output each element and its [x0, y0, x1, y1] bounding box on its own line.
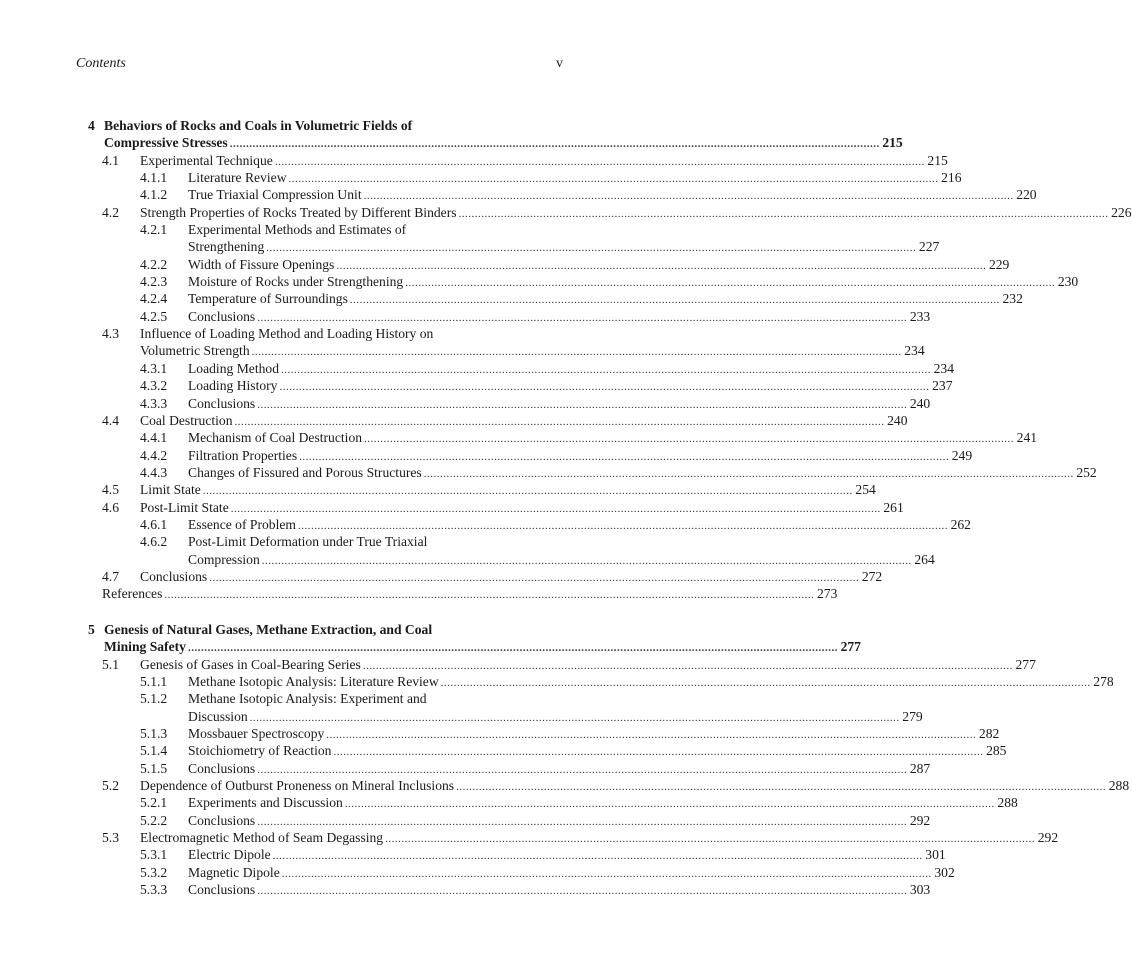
toc-entry-title: Loading Method — [188, 360, 279, 376]
toc-entry-page: 229 — [988, 256, 1010, 272]
toc-entry-number: 5.3.2 — [140, 864, 168, 880]
dot-leader: ........................................................................................................................................................................................................ — [209, 571, 860, 584]
page-number: v — [556, 56, 563, 71]
toc-entry[interactable] — [76, 585, 838, 602]
dot-leader: ........................................................................................................................................................................................................ — [274, 155, 925, 168]
toc-entry-number: 5.3 — [102, 830, 119, 846]
toc-entry-title: Methane Isotopic Analysis: Literature Review — [188, 674, 439, 690]
toc-entry-page: 232 — [1002, 291, 1023, 307]
toc-entry-title: Conclusions — [140, 568, 208, 584]
toc-entry-title: Experimental Methods and Estimates of — [188, 222, 407, 238]
chapter-heading-cont[interactable] — [76, 638, 861, 655]
dot-leader: ........................................................................................................................................................................................................ — [257, 763, 908, 776]
toc-entry-title: Methane Isotopic Analysis: Experiment and — [188, 691, 427, 707]
dot-leader: ........................................................................................................................................................................................................ — [336, 259, 987, 272]
toc-entry-title: Coal Destruction — [140, 412, 233, 428]
toc-entry-page: 273 — [817, 586, 838, 602]
toc-entry-number: 4.6 — [102, 499, 119, 515]
toc-entry[interactable] — [76, 360, 954, 377]
dot-leader: ........................................................................................................................................................................................................ — [281, 363, 931, 376]
dot-leader: ........................................................................................................................................................................................................ — [279, 381, 930, 394]
toc-entry-title: Conclusions — [188, 812, 256, 828]
dot-leader: ........................................................................................................................................................................................................ — [333, 746, 984, 759]
dot-leader: ........................................................................................................................................................................................................ — [423, 467, 1074, 480]
dot-leader: ........................................................................................................................................................................................................ — [272, 850, 923, 863]
dot-leader: ........................................................................................................................................................................................................ — [326, 729, 977, 742]
toc-entry-title: Temperature of Surroundings — [188, 291, 348, 307]
toc-entry[interactable] — [76, 429, 1038, 446]
dot-leader: ........................................................................................................................................................................................................ — [288, 173, 939, 186]
dot-leader: ........................................................................................................................................................................................................ — [249, 711, 900, 724]
toc-entry[interactable] — [76, 447, 973, 464]
chapter-heading-cont[interactable] — [76, 134, 903, 151]
toc-entry-title: Mechanism of Coal Destruction — [188, 430, 363, 446]
toc-entry-page: 272 — [861, 568, 883, 584]
toc-entry-number: 5.2.1 — [140, 795, 168, 811]
toc-entry[interactable] — [76, 846, 946, 863]
toc-entry-title: Strength Properties of Rocks Treated by Different Binders — [140, 204, 457, 220]
chapter-heading[interactable] — [76, 117, 563, 134]
dot-leader: ........................................................................................................................................................................................................ — [362, 659, 1013, 672]
toc-entry[interactable] — [76, 308, 931, 325]
toc-entry-number: 4.6.1 — [140, 516, 168, 532]
dot-leader: ........................................................................................................................................................................................................ — [257, 398, 908, 411]
toc-entry-line1[interactable] — [76, 690, 563, 707]
toc-entry-number: 4.4 — [102, 412, 119, 428]
toc-entry-title: Influence of Loading Method and Loading History on — [140, 326, 434, 342]
toc-entry[interactable] — [76, 725, 1000, 742]
dot-leader: ........................................................................................................................................................................................................ — [299, 450, 950, 463]
toc-entry-number: 4.3 — [102, 326, 119, 342]
toc-entry[interactable] — [76, 881, 931, 898]
dot-leader: ........................................................................................................................................................................................................ — [229, 138, 880, 151]
toc-entry-title: Post-Limit Deformation under True Triaxial — [188, 534, 428, 550]
toc-entry[interactable] — [76, 777, 1130, 794]
toc-entry-line2[interactable] — [76, 708, 923, 725]
toc-entry-title: True Triaxial Compression Unit — [188, 187, 362, 203]
toc-entry-number: 4.4.2 — [140, 447, 168, 463]
toc-entry-number: 5.1.5 — [140, 760, 168, 776]
toc-entry-page: 261 — [883, 499, 904, 515]
toc-entry-number: 5.3.3 — [140, 882, 168, 898]
toc-entry-title: Electromagnetic Method of Seam Degassing — [140, 830, 384, 846]
toc-entry[interactable] — [76, 516, 971, 533]
dot-leader: ........................................................................................................................................................................................................ — [344, 798, 995, 811]
toc-entry-title: Conclusions — [188, 308, 256, 324]
toc-entry-page: 277 — [840, 639, 861, 655]
toc-entry-line2[interactable] — [76, 342, 925, 359]
toc-entry-page: 233 — [909, 308, 931, 324]
toc-entry[interactable] — [76, 568, 883, 585]
toc-entry-page: 240 — [909, 395, 931, 411]
chapter-title: Behaviors of Rocks and Coals in Volumetric Fields of — [104, 118, 413, 133]
toc-chapter-5 — [76, 621, 1130, 899]
toc-entry[interactable] — [76, 377, 953, 394]
toc-entry-number: 4.4.3 — [140, 464, 168, 480]
toc-entry-number: 4.6.2 — [140, 534, 168, 550]
toc-entry-title: Strengthening — [188, 239, 265, 255]
toc-entry-page: 285 — [986, 743, 1007, 759]
toc-entry-title: Discussion — [188, 708, 248, 724]
toc-entry-number: 5.1 — [102, 656, 119, 672]
toc-entry-number: 4.5 — [102, 482, 119, 498]
toc-entry-number: 4.3.2 — [140, 378, 168, 394]
toc-entry-page: 262 — [950, 516, 971, 532]
running-head — [76, 56, 563, 76]
toc-entry-number: 4.3.1 — [140, 360, 168, 376]
toc-entry-title: Electric Dipole — [188, 847, 271, 863]
toc-entry-number: 4.1.2 — [140, 187, 168, 203]
dot-leader: ........................................................................................................................................................................................................ — [257, 885, 908, 898]
chapter-title: Genesis of Natural Gases, Methane Extraction, and Coal — [104, 622, 433, 637]
dot-leader: ........................................................................................................................................................................................................ — [257, 311, 908, 324]
toc-entry-number: 5.3.1 — [140, 847, 168, 863]
dot-leader: ........................................................................................................................................................................................................ — [261, 554, 912, 567]
toc-entry[interactable] — [76, 656, 1036, 673]
toc-entry-number: 4.2.5 — [140, 308, 168, 324]
dot-leader: ........................................................................................................................................................................................................ — [456, 781, 1107, 794]
toc-entry-page: 282 — [978, 726, 1000, 742]
toc-entry-number: 5.1.1 — [140, 674, 168, 690]
toc-entry-title: Conclusions — [188, 395, 256, 411]
toc-entry[interactable] — [76, 760, 931, 777]
toc-entry-page: 288 — [997, 795, 1018, 811]
toc-entry-page: 240 — [887, 412, 908, 428]
toc-entry-title: Essence of Problem — [188, 516, 296, 532]
toc-entry[interactable] — [76, 864, 955, 881]
toc-entry-title: Changes of Fissured and Porous Structures — [188, 464, 422, 480]
toc-entry-page: 292 — [909, 812, 931, 828]
toc-entry-page: 292 — [1037, 830, 1059, 846]
toc-entry-page: 220 — [1016, 187, 1037, 203]
toc-entry-title: Compression — [188, 551, 260, 567]
toc-entry-page: 227 — [918, 239, 940, 255]
toc-entry-number: 5.1.3 — [140, 726, 168, 742]
dot-leader: ........................................................................................................................................................................................................ — [257, 815, 908, 828]
dot-leader: ........................................................................................................................................................................................................ — [187, 642, 838, 655]
toc-entry[interactable] — [76, 412, 908, 429]
dot-leader: ........................................................................................................................................................................................................ — [363, 190, 1014, 203]
toc-entry[interactable] — [76, 152, 948, 169]
toc-entry[interactable] — [76, 256, 1010, 273]
dot-leader: ........................................................................................................................................................................................................ — [364, 433, 1015, 446]
toc-entry-page: 303 — [909, 882, 931, 898]
toc-entry-page: 277 — [1015, 656, 1036, 672]
toc-entry-page: 230 — [1057, 274, 1079, 290]
toc-entry-page: 216 — [941, 170, 962, 186]
toc-entry-page: 226 — [1111, 204, 1132, 220]
toc-entry[interactable] — [76, 169, 962, 186]
toc-entry-title: Experiments and Discussion — [188, 795, 343, 811]
toc-entry-page: 215 — [927, 152, 948, 168]
dot-leader: ........................................................................................................................................................................................................ — [230, 502, 881, 515]
toc-entry-number: 4.2 — [102, 204, 119, 220]
toc-entry-number: 5.2 — [102, 778, 119, 794]
dot-leader: ........................................................................................................................................................................................................ — [202, 485, 853, 498]
toc-entry-line1[interactable] — [76, 221, 563, 238]
dot-leader: ........................................................................................................................................................................................................ — [349, 294, 1000, 307]
toc-entry[interactable] — [76, 395, 931, 412]
toc-entry-line2[interactable] — [76, 238, 940, 255]
toc-entry-page: 287 — [909, 760, 931, 776]
toc-entry-number: 4.2.3 — [140, 274, 168, 290]
toc-entry-title: Mining Safety — [104, 639, 186, 655]
toc-entry-page: 237 — [932, 378, 953, 394]
dot-leader: ........................................................................................................................................................................................................ — [297, 519, 948, 532]
toc-entry-number: 4.1.1 — [140, 170, 168, 186]
toc-entry-title: Filtration Properties — [188, 447, 298, 463]
chapter-heading[interactable] — [76, 621, 563, 638]
toc-entry-page: 234 — [933, 360, 954, 376]
toc-entry-number: 4.3.3 — [140, 395, 168, 411]
toc-entry[interactable] — [76, 794, 1018, 811]
toc-entry[interactable] — [76, 464, 1097, 481]
chapter-number: 4 — [88, 118, 95, 133]
toc-entry-title: Stoichiometry of Reaction — [188, 743, 332, 759]
toc-entry-line1[interactable] — [76, 533, 563, 550]
toc-entry-fill — [188, 881, 931, 900]
toc-entry-page: 241 — [1016, 430, 1038, 446]
toc-entry[interactable] — [76, 273, 1079, 290]
toc-entry-title: Post-Limit State — [140, 499, 229, 515]
toc-entry-page: 278 — [1093, 674, 1114, 690]
toc-entry-page: 301 — [925, 847, 946, 863]
toc-entry-number: 4.2.4 — [140, 291, 168, 307]
toc-entry-page: 264 — [914, 551, 935, 567]
dot-leader: ........................................................................................................................................................................................................ — [251, 346, 902, 359]
dot-leader: ........................................................................................................................................................................................................ — [234, 415, 885, 428]
toc-entry-number: 4.4.1 — [140, 430, 168, 446]
toc-entry-number: 4.2.2 — [140, 256, 168, 272]
toc-entry-line2[interactable] — [76, 551, 935, 568]
toc-entry-title: Conclusions — [188, 882, 256, 898]
toc-entry-title: Dependence of Outburst Proneness on Mineral Inclusions — [140, 778, 455, 794]
toc-entry-page: 215 — [882, 135, 903, 151]
toc-entry-title: Experimental Technique — [140, 152, 273, 168]
toc-entry-title: Genesis of Gases in Coal-Bearing Series — [140, 656, 361, 672]
toc-entry[interactable] — [76, 290, 1023, 307]
toc-entry[interactable] — [76, 812, 931, 829]
dot-leader: ........................................................................................................................................................................................................ — [405, 277, 1056, 290]
toc-entry-page: 288 — [1108, 778, 1130, 794]
toc-entry-page: 252 — [1076, 464, 1097, 480]
toc-entry-page: 279 — [902, 708, 923, 724]
toc-entry-title: Loading History — [188, 378, 278, 394]
toc-entry-page: 249 — [951, 447, 973, 463]
toc-entry-title: Magnetic Dipole — [188, 864, 280, 880]
toc-entry-number: 5.1.4 — [140, 743, 168, 759]
toc-entry-fill — [102, 585, 838, 604]
toc-entry[interactable] — [76, 829, 1059, 846]
chapter-number: 5 — [88, 622, 95, 637]
toc-entry-number: 4.7 — [102, 568, 119, 584]
toc-entry-title: References — [102, 586, 163, 602]
toc-entry[interactable] — [76, 204, 1132, 221]
toc-entry[interactable] — [76, 742, 1007, 759]
toc-entry-number: 4.1 — [102, 152, 119, 168]
toc-entry-title: Conclusions — [188, 760, 256, 776]
toc-entry-title: Volumetric Strength — [140, 343, 250, 359]
toc-entry-title: Literature Review — [188, 170, 287, 186]
toc-entry-title: Moisture of Rocks under Strengthening — [188, 274, 404, 290]
toc-entry-line1[interactable] — [76, 325, 563, 342]
toc-entry-title: Mossbauer Spectroscopy — [188, 726, 325, 742]
toc-entry[interactable] — [76, 673, 1114, 690]
toc-entry[interactable] — [76, 499, 904, 516]
dot-leader: ........................................................................................................................................................................................................ — [440, 677, 1091, 690]
dot-leader: ........................................................................................................................................................................................................ — [458, 207, 1109, 220]
dot-leader: ........................................................................................................................................................................................................ — [266, 242, 917, 255]
toc-entry-title: Compressive Stresses — [104, 135, 228, 151]
toc-entry-page: 302 — [934, 864, 955, 880]
toc-entry[interactable] — [76, 186, 1037, 203]
toc-entry-page: 234 — [904, 343, 925, 359]
toc-entry-number: 4.2.1 — [140, 222, 168, 238]
dot-leader: ........................................................................................................................................................................................................ — [281, 867, 932, 880]
dot-leader: ........................................................................................................................................................................................................ — [385, 833, 1036, 846]
toc-entry-number: 5.1.2 — [140, 691, 168, 707]
running-head-title: Contents — [76, 56, 126, 71]
toc-entry-title: Width of Fissure Openings — [188, 256, 335, 272]
toc-entry-page: 254 — [855, 482, 876, 498]
dot-leader: ........................................................................................................................................................................................................ — [164, 589, 815, 602]
toc-entry-number: 5.2.2 — [140, 812, 168, 828]
toc-entry[interactable] — [76, 481, 876, 498]
toc-entry-title: Limit State — [140, 482, 201, 498]
toc-chapter-4 — [76, 117, 1132, 603]
